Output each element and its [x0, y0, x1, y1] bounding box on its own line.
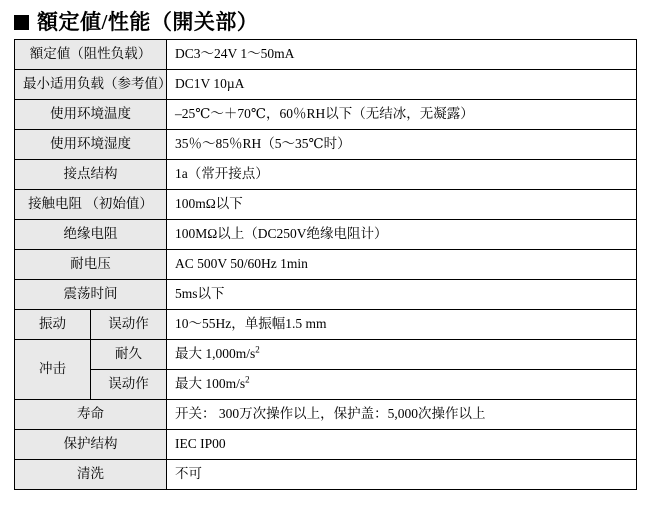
- table-row: [15, 70, 637, 100]
- table-row: [15, 370, 637, 400]
- row-label: 保护结构: [15, 430, 167, 460]
- row-value-exponent: 2: [255, 344, 260, 355]
- page-title-text: 額定値/性能（開关部）: [37, 10, 259, 34]
- row-label: 使用环境温度: [15, 100, 167, 130]
- row-value: IEC IP00: [167, 430, 637, 460]
- table-row: [15, 220, 637, 250]
- row-label: 震荡时间: [15, 280, 167, 310]
- row-value-text: 最大 100m/s: [175, 376, 246, 392]
- row-value: 10～55Hz，单振幅1.5 mm: [167, 310, 637, 340]
- row-label: 绝缘电阻: [15, 220, 167, 250]
- table-row: [15, 160, 637, 190]
- row-value: 100MΩ以上（DC250V绝缘电阻计）: [167, 220, 637, 250]
- table-row: [15, 280, 637, 310]
- table-row: [15, 130, 637, 160]
- row-value: 不可: [167, 460, 637, 490]
- row-value: 35％～85％RH（5～35℃时）: [167, 130, 637, 160]
- table-row: [15, 430, 637, 460]
- row-value: 开关： 300万次操作以上，保护盖：5,000次操作以上: [167, 400, 637, 430]
- row-value: DC3～24V 1～50mA: [167, 40, 637, 70]
- row-value: –25℃～＋70℃，60％RH以下（无结冰，无凝露）: [167, 100, 637, 130]
- row-label: 接触电阻 （初始值）: [15, 190, 167, 220]
- row-value: 5ms以下: [167, 280, 637, 310]
- table-row: [15, 250, 637, 280]
- table-row: [15, 190, 637, 220]
- row-value-exponent: 2: [245, 374, 250, 385]
- row-label: 使用环境湿度: [15, 130, 167, 160]
- table-row: [15, 40, 637, 70]
- table-row: [15, 460, 637, 490]
- row-value: [167, 370, 637, 400]
- page-title: [0, 0, 652, 39]
- row-value: 1a（常开接点）: [167, 160, 637, 190]
- table-row: [15, 100, 637, 130]
- row-label: 振动: [15, 310, 91, 340]
- row-value: DC1V 10µA: [167, 70, 637, 100]
- table-row: [15, 400, 637, 430]
- row-value: [167, 340, 637, 370]
- table-row: [15, 310, 637, 340]
- row-label: 最小适用负载（参考值）: [15, 70, 167, 100]
- row-sublabel: 误动作: [91, 310, 167, 340]
- row-sublabel: 耐久: [91, 340, 167, 370]
- row-value: 100mΩ以下: [167, 190, 637, 220]
- row-label: 額定値（阻性负载）: [15, 40, 167, 70]
- row-label: 寿命: [15, 400, 167, 430]
- row-label: 清洗: [15, 460, 167, 490]
- row-value-text: 最大 1,000m/s: [175, 346, 256, 362]
- row-label: 接点结构: [15, 160, 167, 190]
- specifications-table: [14, 39, 637, 490]
- table-row: [15, 340, 637, 370]
- row-value: AC 500V 50/60Hz 1min: [167, 250, 637, 280]
- row-sublabel: 误动作: [91, 370, 167, 400]
- row-label: 耐电压: [15, 250, 167, 280]
- square-bullet-icon: [14, 15, 29, 30]
- row-label: 冲击: [15, 340, 91, 400]
